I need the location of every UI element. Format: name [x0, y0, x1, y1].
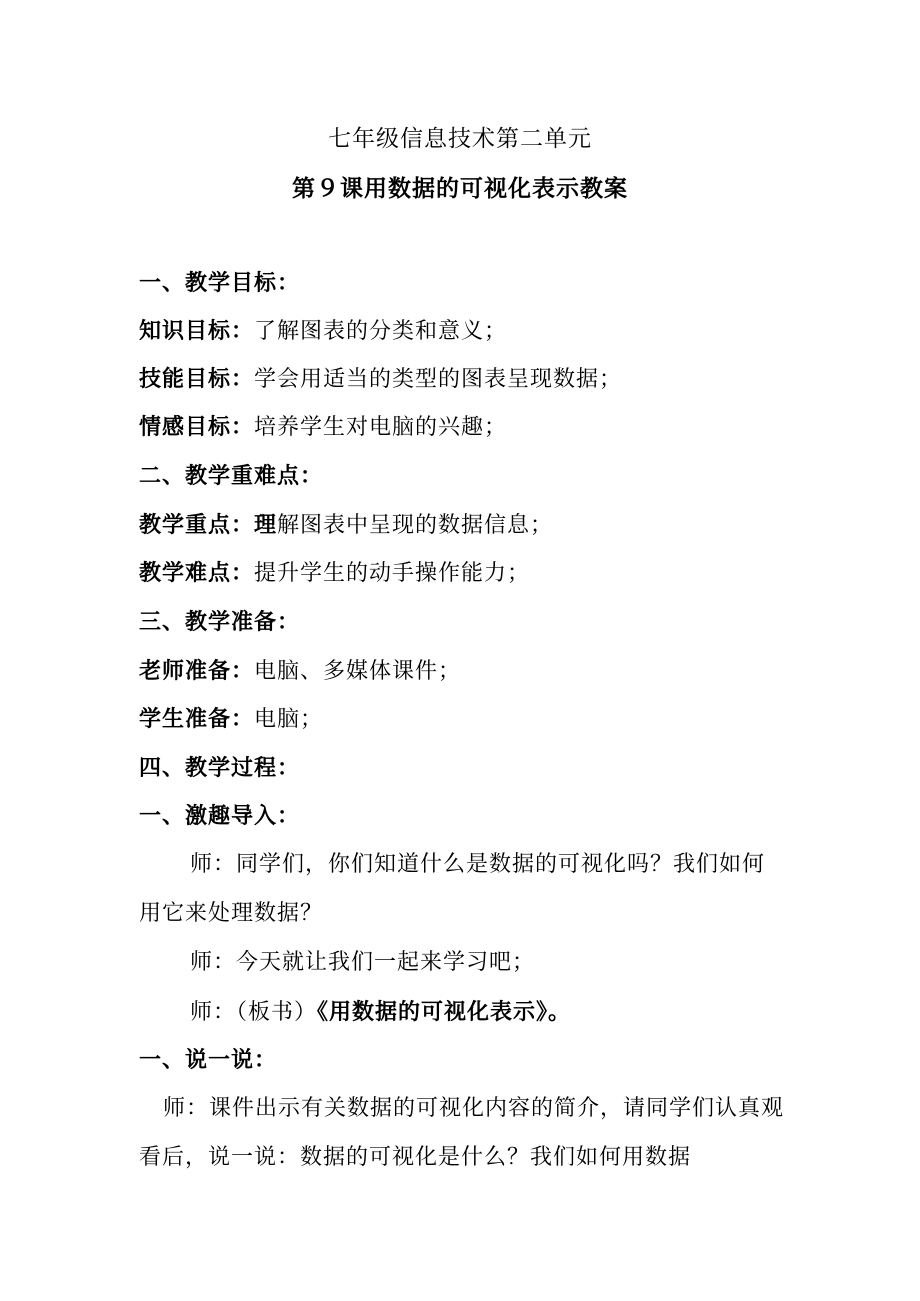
skill-goal-text: 学会用适当的类型的图表呈现数据；: [254, 367, 623, 392]
student-preparation-label: 学生准备：: [139, 706, 255, 732]
intro-paragraph-2: 师：今天就让我们一起来学习吧；: [190, 950, 536, 975]
talk-heading: 一、说一说：: [139, 1047, 278, 1073]
key-point-label: 教学重点：: [139, 512, 255, 538]
goals-heading: 一、教学目标：: [139, 270, 301, 296]
teacher-preparation-label: 老师准备：: [139, 658, 255, 684]
document-title-line2: 第９课用数据的可视化表示教案: [292, 175, 628, 202]
key-point-text-bold: 理: [254, 512, 278, 538]
talk-paragraph-line-1: 师：课件出示有关数据的可视化内容的简介，请同学们认真观: [163, 1096, 785, 1121]
emotion-goal: [139, 412, 507, 443]
intro-paragraph-3: [190, 997, 571, 1028]
knowledge-goal-label: 知识目标：: [139, 318, 255, 344]
document-title-line1: 七年级信息技术第二单元: [328, 126, 592, 152]
difficulty-point-text: 提升学生的动手操作能力；: [254, 561, 531, 586]
intro-paragraph-3-prefix: 师：（板书）: [190, 1000, 318, 1025]
intro-paragraph-3-title: 《用数据的可视化表示》。: [317, 999, 572, 1025]
intro-paragraph-1-line-2: 用它来处理数据？: [139, 901, 324, 926]
emotion-goal-label: 情感目标：: [139, 414, 255, 440]
talk-paragraph-line-2: 看后，说一说：数据的可视化是什么？我们如何用数据: [139, 1145, 692, 1170]
difficulty-point-label: 教学难点：: [139, 560, 255, 586]
process-heading: 四、教学过程：: [139, 755, 301, 781]
emotion-goal-text: 培养学生对电脑的兴趣；: [254, 415, 508, 440]
key-point: [139, 510, 553, 541]
skill-goal: [139, 364, 622, 395]
intro-paragraph-1-line-1: 师：同学们，你们知道什么是数据的可视化吗？我们如何: [190, 852, 766, 877]
difficulty-point: [139, 558, 530, 589]
intro-heading: 一、激趣导入：: [139, 803, 301, 829]
knowledge-goal: [139, 316, 507, 347]
teacher-preparation: [139, 656, 461, 687]
teacher-preparation-text: 电脑、多媒体课件；: [254, 659, 462, 684]
skill-goal-label: 技能目标：: [139, 366, 255, 392]
key-points-heading: 二、教学重难点：: [139, 463, 324, 489]
preparation-heading: 三、教学准备：: [139, 609, 301, 635]
student-preparation-text: 电脑；: [254, 707, 324, 732]
key-point-text: 解图表中呈现的数据信息；: [277, 513, 554, 538]
knowledge-goal-text: 了解图表的分类和意义；: [254, 319, 508, 344]
student-preparation: [139, 704, 323, 735]
